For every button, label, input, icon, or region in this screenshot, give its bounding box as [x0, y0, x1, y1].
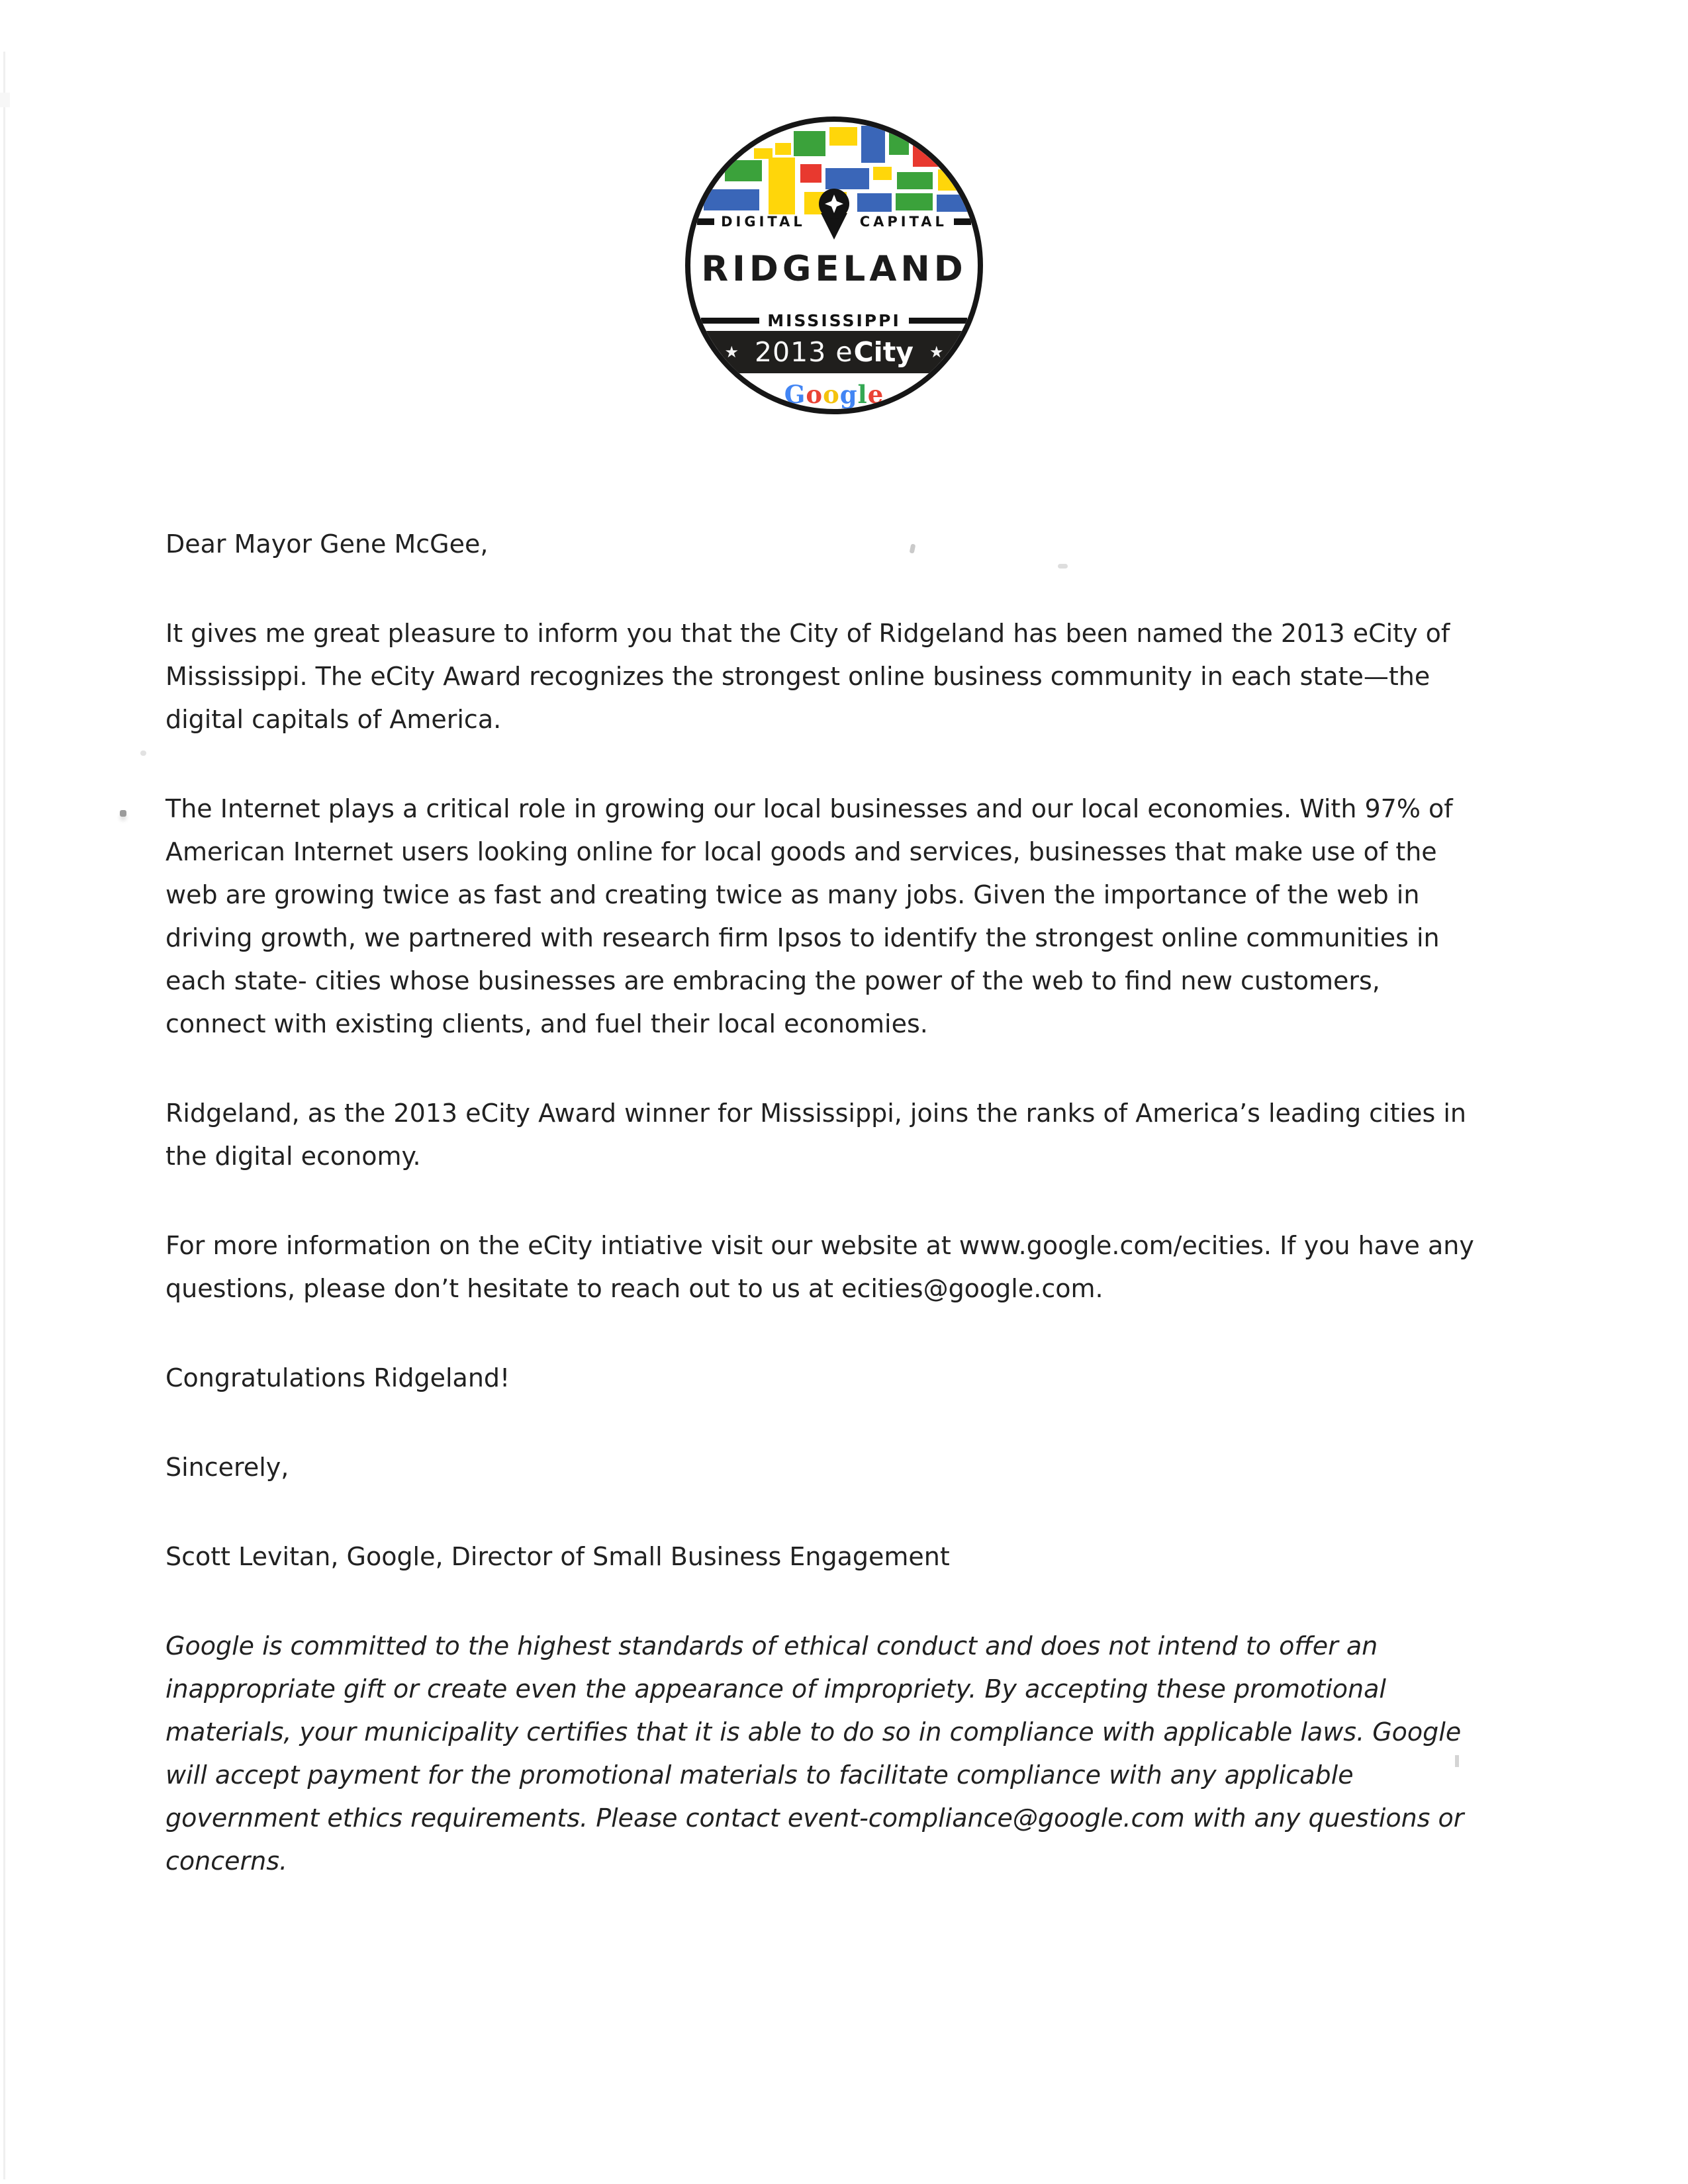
- signature-line: Scott Levitan, Google, Director of Small Business Engagement: [165, 1542, 950, 1571]
- left-bar: [701, 318, 759, 324]
- state-row: [701, 312, 967, 328]
- paragraph-winner: Ridgeland, as the 2013 eCity Award winner for Mississippi, joins the ranks of America’s leading cities in the digital economy.: [165, 1099, 1466, 1171]
- scan-speck: [140, 751, 146, 756]
- scan-edge-line: [3, 52, 5, 2179]
- google-letter: G: [784, 380, 806, 409]
- congratulations-line: Congratulations Ridgeland!: [165, 1363, 510, 1392]
- paragraph-more-info: For more information on the eCity intiative visit our website at www.google.com/ecities. If you have any questions, please don’t hesitate to reach out to us at ecities@google.com.: [165, 1231, 1474, 1303]
- paragraph-internet-role: The Internet plays a critical role in growing our local businesses and our local economies. With 97% of American Internet users looking online for local goods and services, businesses that make use of the web are growing twice as fast and creating twice as many jobs. Given the importance of the web in driving growth, we partnered with research firm Ipsos to identify the strongest online communities in each state- cities whose businesses are embracing the power of the web to find new customers, connect with existing clients, and fuel their local economies.: [165, 794, 1453, 1038]
- banner-city-text: City: [853, 336, 914, 368]
- ecity-year-banner: [690, 331, 978, 373]
- google-letter: o: [823, 380, 840, 409]
- letter-body: [165, 523, 1483, 1929]
- google-letter: g: [839, 380, 858, 409]
- google-letter: e: [867, 380, 884, 409]
- right-bar: [909, 318, 967, 324]
- paragraph-award-announcement: It gives me great pleasure to inform you that the City of Ridgeland has been named the 2013 eCity of Mississippi. The eCity Award recognizes the strongest online business community in each state—the digital capitals of America.: [165, 619, 1450, 734]
- badge-city-name: RIDGELAND: [701, 249, 967, 289]
- google-logo: [690, 380, 978, 409]
- star-icon: ★: [929, 343, 944, 361]
- digital-label: DIGITAL: [721, 214, 806, 230]
- scan-speck: [0, 93, 10, 107]
- ethics-disclaimer: Google is committed to the highest standards of ethical conduct and does not intend to offer an inappropriate gift or create even the appearance of impropriety. By accepting these promotional materials, your municipality certifies that it is able to do so in compliance with applicable laws. Google will accept payment for the promotional materials to facilitate compliance with any applicable government ethics requirements. Please contact event-compliance@google.com with any questions or concerns.: [165, 1631, 1464, 1876]
- badge-state-name: MISSISSIPPI: [767, 310, 901, 330]
- star-icon: ★: [724, 343, 739, 361]
- google-letter: o: [806, 380, 823, 409]
- scan-speck: [120, 810, 126, 817]
- badge-inner-circle: [690, 122, 978, 409]
- banner-year-text: 2013 e: [754, 336, 853, 368]
- right-bar: [954, 218, 971, 225]
- left-bar: [697, 218, 714, 225]
- google-letter: l: [857, 380, 868, 409]
- ecity-award-badge: [685, 116, 983, 414]
- closing-line: Sincerely,: [165, 1453, 289, 1482]
- map-pin-icon: [813, 188, 855, 241]
- salutation: Dear Mayor Gene McGee,: [165, 529, 489, 559]
- capital-label: CAPITAL: [859, 214, 947, 230]
